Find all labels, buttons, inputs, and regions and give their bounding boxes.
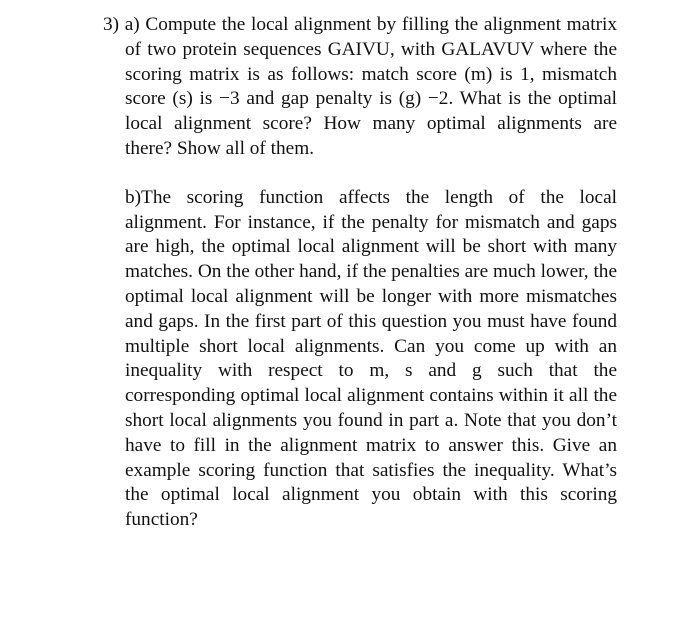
question-part-a bbox=[103, 13, 617, 162]
question-part-b: b)The scoring function affects the length of the local alignment. For instance, if the penalty for mismatch and gaps are high, the optimal local alignment will be short with many matches. On the other hand, if the penalties are much lower, the optimal local alignment will be longer with more mismatches and gaps. In the first part of this question you must have found multiple short local alignments. Can you come up with an inequality with respect to m, s and g such that the corresponding optimal local alignment contains within it all the short local alignments you found in part a. Note that you don’t have to fill in the alignment matrix to answer this. Give an example scoring function that satisfies the inequality. What’s the optimal local alignment you obtain with this scoring function? bbox=[125, 186, 617, 531]
part-a-text: a) Compute the local alignment by filling the alignment matrix of two protein sequences GAIVU, with GALAVUV where the scoring matrix is as follows: match score (m) is 1, mismatch score (s) is −3 and gap penalty is (g) −2. What is the optimal local alignment score? How many optimal alignments are there? Show all of them. bbox=[124, 14, 617, 159]
question-number: 3) bbox=[103, 14, 120, 35]
question-3 bbox=[103, 13, 617, 533]
